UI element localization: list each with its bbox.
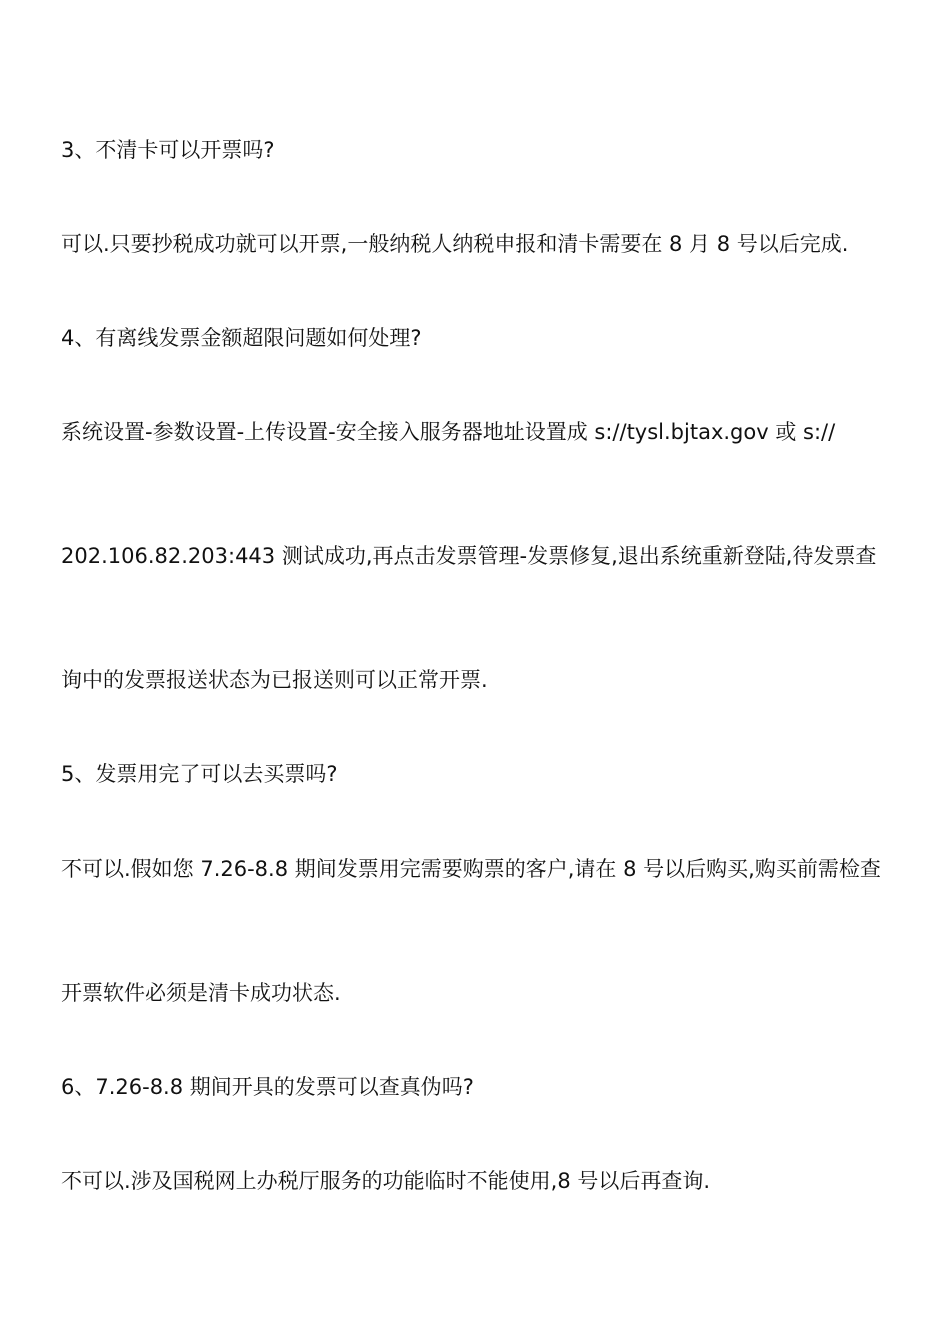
answer-5-line-1: 不可以.假如您 7.26-8.8 期间发票用完需要购票的客户,请在 8 号以后购买,购买前需检查 bbox=[61, 857, 881, 881]
question-5: 5、发票用完了可以去买票吗? bbox=[61, 762, 338, 786]
question-4: 4、有离线发票金额超限问题如何处理? bbox=[61, 326, 422, 350]
answer-4-line-3: 询中的发票报送状态为已报送则可以正常开票. bbox=[61, 668, 488, 692]
answer-3: 可以.只要抄税成功就可以开票,一般纳税人纳税申报和清卡需要在 8 月 8 号以后完成. bbox=[61, 232, 849, 256]
answer-5-line-2: 开票软件必须是清卡成功状态. bbox=[61, 981, 341, 1005]
question-6: 6、7.26-8.8 期间开具的发票可以查真伪吗? bbox=[61, 1075, 474, 1099]
answer-4-line-1: 系统设置-参数设置-上传设置-安全接入服务器地址设置成 s://tysl.bjtax.gov 或 s:// bbox=[61, 420, 836, 444]
answer-6: 不可以.涉及国税网上办税厅服务的功能临时不能使用,8 号以后再查询. bbox=[61, 1169, 711, 1193]
answer-4-line-2: 202.106.82.203:443 测试成功,再点击发票管理-发票修复,退出系统重新登陆,待发票查 bbox=[61, 544, 877, 568]
question-3: 3、不清卡可以开票吗? bbox=[61, 138, 275, 162]
